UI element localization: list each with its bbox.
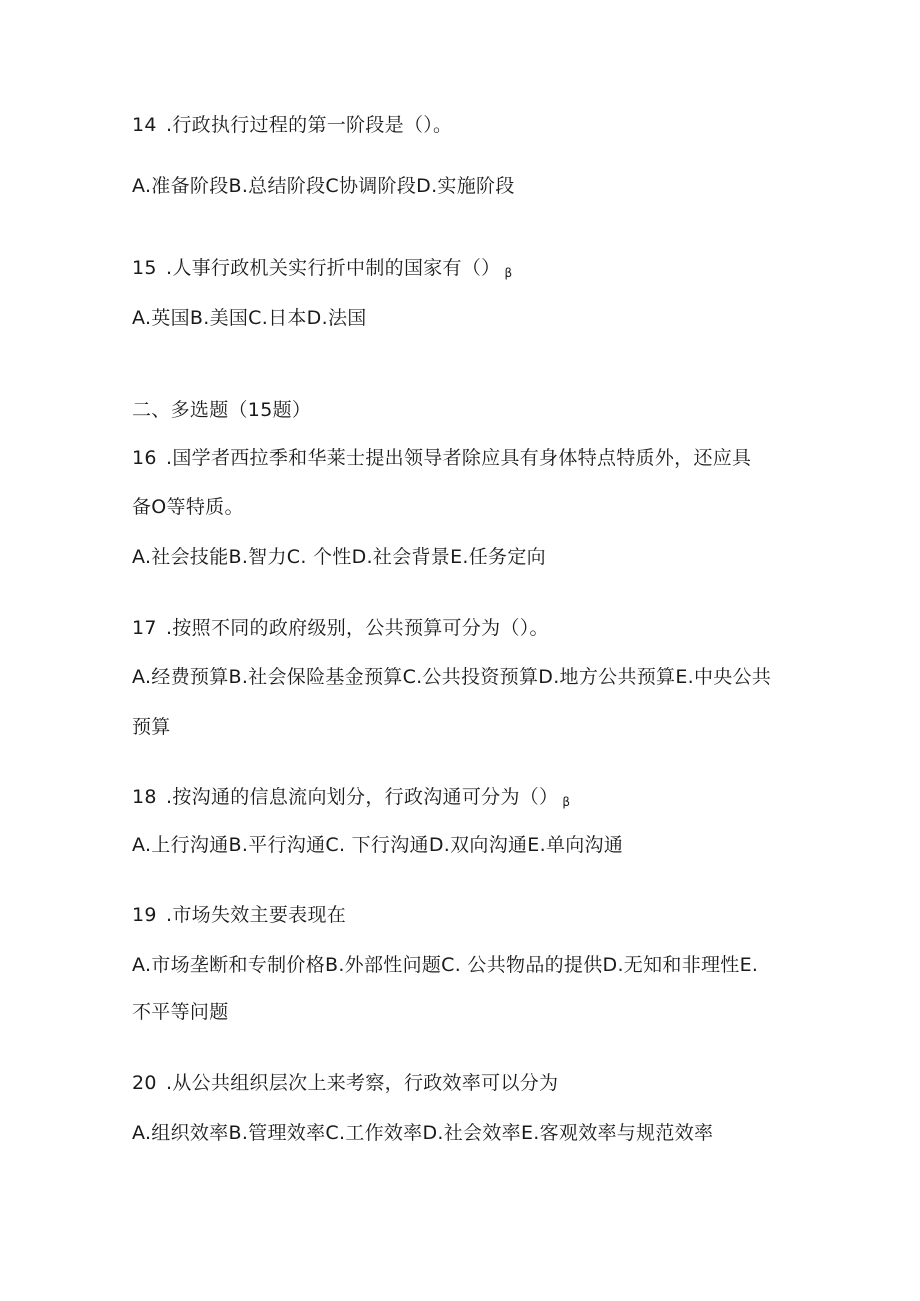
question-16-stem-line2: 备O等特质。 xyxy=(132,496,244,518)
question-text: .市场失效主要表现在 xyxy=(166,904,347,926)
question-19-options-line2: 不平等问题 xyxy=(132,1001,229,1023)
question-16-stem xyxy=(132,446,751,470)
question-number: 16 xyxy=(132,447,157,469)
question-17-options: A.经费预算B.社会保险基金预算C.公共投资预算D.地方公共预算E.中央公共 xyxy=(132,666,772,688)
question-20-stem xyxy=(132,1071,558,1095)
question-text: .行政执行过程的第一阶段是（）。 xyxy=(166,114,453,136)
question-text: .国学者西拉季和华莱士提出领导者除应具有身体特点特质外，还应具 xyxy=(166,447,752,469)
question-number: 20 xyxy=(132,1072,157,1094)
question-text: .人事行政机关实行折中制的国家有（） xyxy=(166,257,501,279)
question-number: 17 xyxy=(132,617,157,639)
question-16-options: A.社会技能B.智力C. 个性D.社会背景E.任务定向 xyxy=(132,546,546,568)
question-20-options: A.组织效率B.管理效率C.工作效率D.社会效率E.客观效率与规范效率 xyxy=(132,1122,714,1144)
question-number: 15 xyxy=(132,257,157,279)
question-text-tail: β xyxy=(504,266,513,280)
question-15-options: A.英国B.美国C.日本D.法国 xyxy=(132,307,367,329)
question-text: .按沟通的信息流向划分，行政沟通可分为（） xyxy=(166,786,559,808)
question-17-options-line2: 预算 xyxy=(132,716,171,738)
question-17-stem xyxy=(132,616,549,640)
section-heading: 二、多选题（15题） xyxy=(132,399,312,421)
question-number: 19 xyxy=(132,904,157,926)
question-text: .从公共组织层次上来考察，行政效率可以分为 xyxy=(166,1072,559,1094)
question-text-tail: β xyxy=(562,795,571,809)
question-14-options: A.准备阶段B.总结阶段C协调阶段D.实施阶段 xyxy=(132,175,515,197)
question-18-options: A.上行沟通B.平行沟通C. 下行沟通D.双向沟通E.单向沟通 xyxy=(132,834,624,856)
question-text: .按照不同的政府级别，公共预算可分为（）。 xyxy=(166,617,549,639)
question-19-stem xyxy=(132,903,346,927)
question-15-stem xyxy=(132,256,512,285)
question-number: 18 xyxy=(132,786,157,808)
question-19-options: A.市场垄断和专制价格B.外部性问题C. 公共物品的提供D.无知和非理性E. xyxy=(132,954,759,976)
question-14-stem xyxy=(132,113,452,137)
question-number: 14 xyxy=(132,114,157,136)
question-18-stem xyxy=(132,785,570,814)
